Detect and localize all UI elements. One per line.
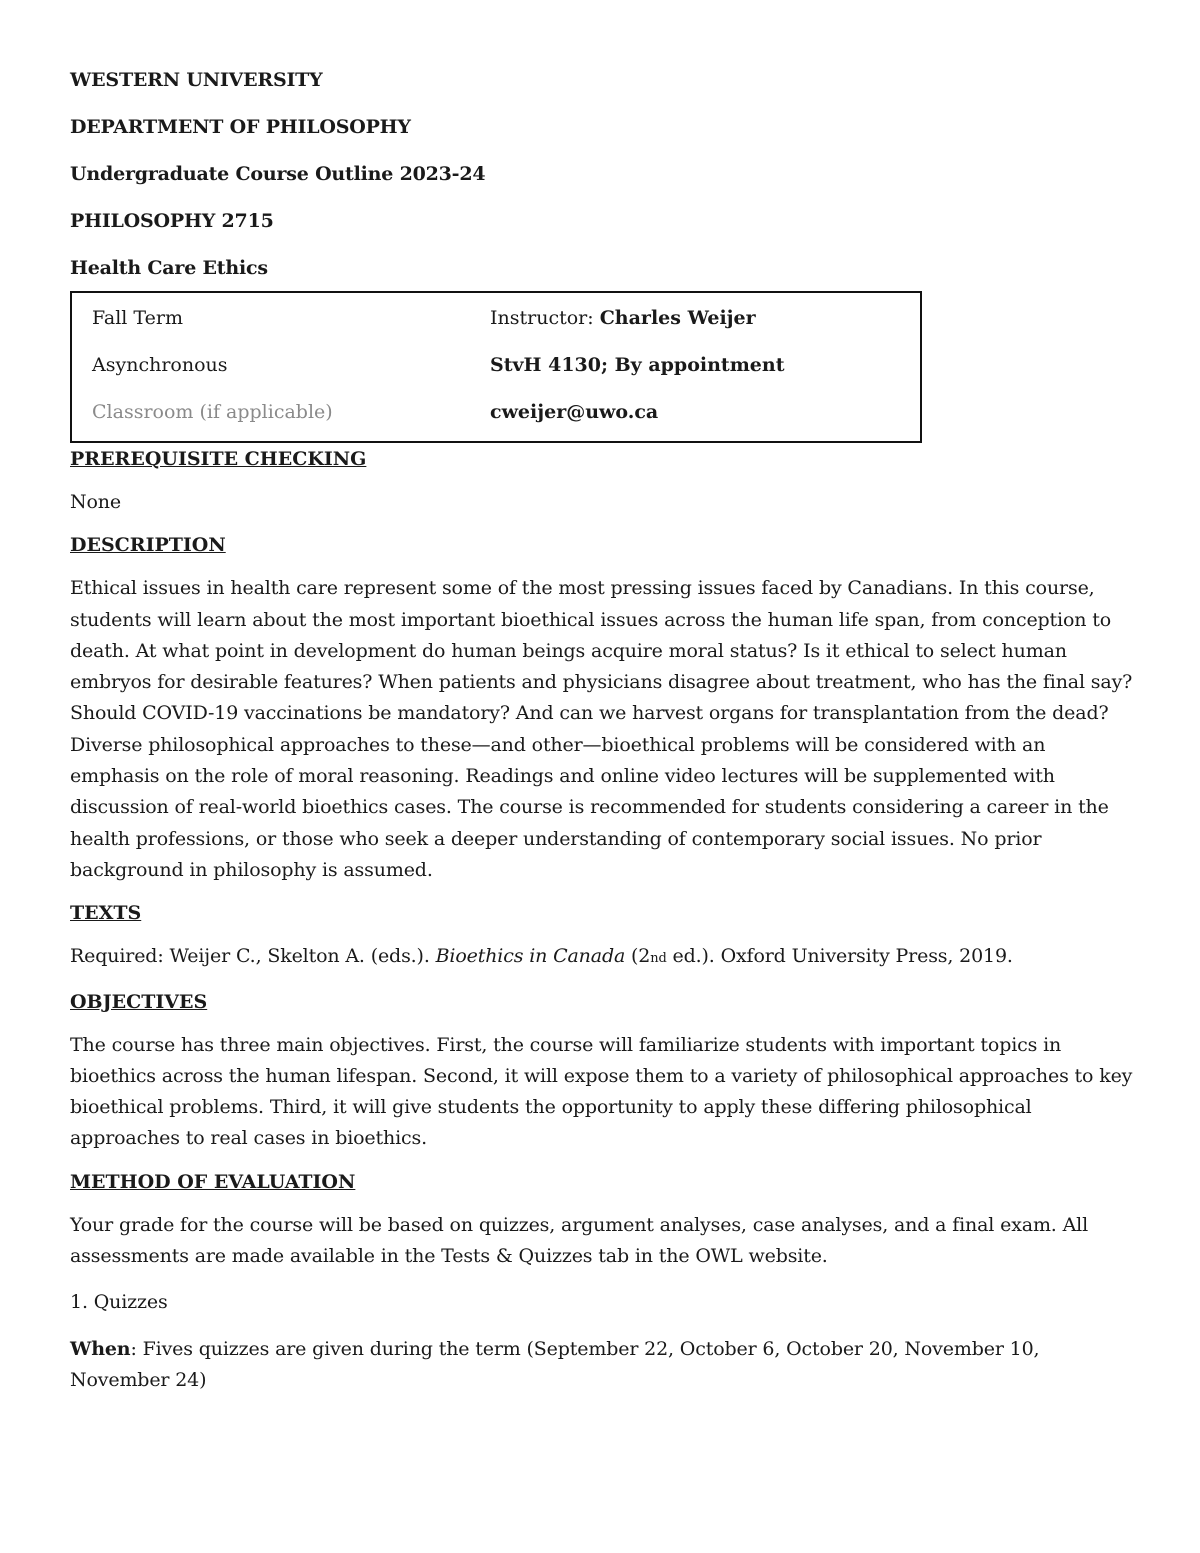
delivery-mode: Asynchronous (92, 353, 228, 376)
description-heading: DESCRIPTION (70, 534, 226, 557)
classroom-label: Classroom (if applicable) (92, 400, 333, 423)
edition-open: (2 (625, 945, 651, 968)
prereq-text: None (70, 491, 121, 513)
texts-required (70, 941, 1140, 974)
office-hours: StvH 4130; By appointment (490, 353, 785, 376)
course-info-box (70, 291, 922, 443)
edition-superscript: nd (650, 951, 667, 967)
instructor-email: cweijer@uwo.ca (490, 400, 659, 423)
evaluation-item-quizzes: 1. Quizzes (70, 1291, 168, 1314)
texts-heading: TEXTS (70, 902, 142, 925)
instructor-label: Instructor: (490, 306, 600, 329)
quizzes-when (70, 1334, 1140, 1397)
book-title: Bioethics in Canada (435, 945, 626, 968)
texts-prefix: Required: Weijer C., Skelton A. (eds.). (70, 945, 436, 968)
when-label: When (70, 1337, 131, 1360)
evaluation-heading: METHOD OF EVALUATION (70, 1170, 356, 1193)
objectives-heading: OBJECTIVES (70, 990, 208, 1013)
when-text: : Fives quizzes are given during the term (September 22, October 6, October 20, November 10, November 24) (70, 1337, 1040, 1391)
edition-close: ed.). Oxford University Press, 2019. (666, 945, 1013, 968)
outline-title: Undergraduate Course Outline 2023-24 (70, 163, 486, 185)
department-name: DEPARTMENT OF PHILOSOPHY (70, 116, 411, 138)
course-outline-page (70, 70, 1140, 1411)
course-title: Health Care Ethics (70, 257, 268, 279)
evaluation-text: Your grade for the course will be based on quizzes, argument analyses, case analyses, and a final exam. All assessments are made available in the Tests & Quizzes tab in the OWL website. (70, 1213, 1089, 1268)
description-text: Ethical issues in health care represent some of the most pressing issues faced by Canadians. In this course, students will learn about the most important bioethical issues across the human life span, from conception to death. At what point in development do human beings acquire moral status? Is it ethical to select human embryos for desirable features? When patients and physicians disagree about treatment, who has the final say? Should COVID-19 vaccinations be mandatory? And can we harvest organs for transplantation from the dead? Diverse philosophical approaches to these—and other—bioethical problems will be considered with an emphasis on the role of moral reasoning. Readings and online video lectures will be supplemented with discussion of real-world bioethics cases. The course is recommended for students considering a career in the health professions, or those who seek a deeper understanding of contemporary social issues. No prior background in philosophy is assumed. (70, 577, 1133, 881)
prereq-heading: PREREQUISITE CHECKING (70, 448, 367, 470)
info-row-delivery (72, 341, 920, 388)
instructor-cell (490, 307, 920, 329)
info-row-term (72, 294, 920, 341)
info-row-classroom (72, 388, 920, 435)
objectives-text: The course has three main objectives. First, the course will familiarize students with important topics in bioethics across the human lifespan. Second, it will expose them to a variety of philosophical approaches to key bioethical problems. Third, it will give students the opportunity to apply these differing philosophical approaches to real cases in bioethics. (70, 1033, 1133, 1150)
instructor-name: Charles Weijer (599, 306, 756, 329)
university-name: WESTERN UNIVERSITY (70, 69, 323, 91)
term-label: Fall Term (92, 306, 183, 329)
course-code: PHILOSOPHY 2715 (70, 210, 274, 232)
